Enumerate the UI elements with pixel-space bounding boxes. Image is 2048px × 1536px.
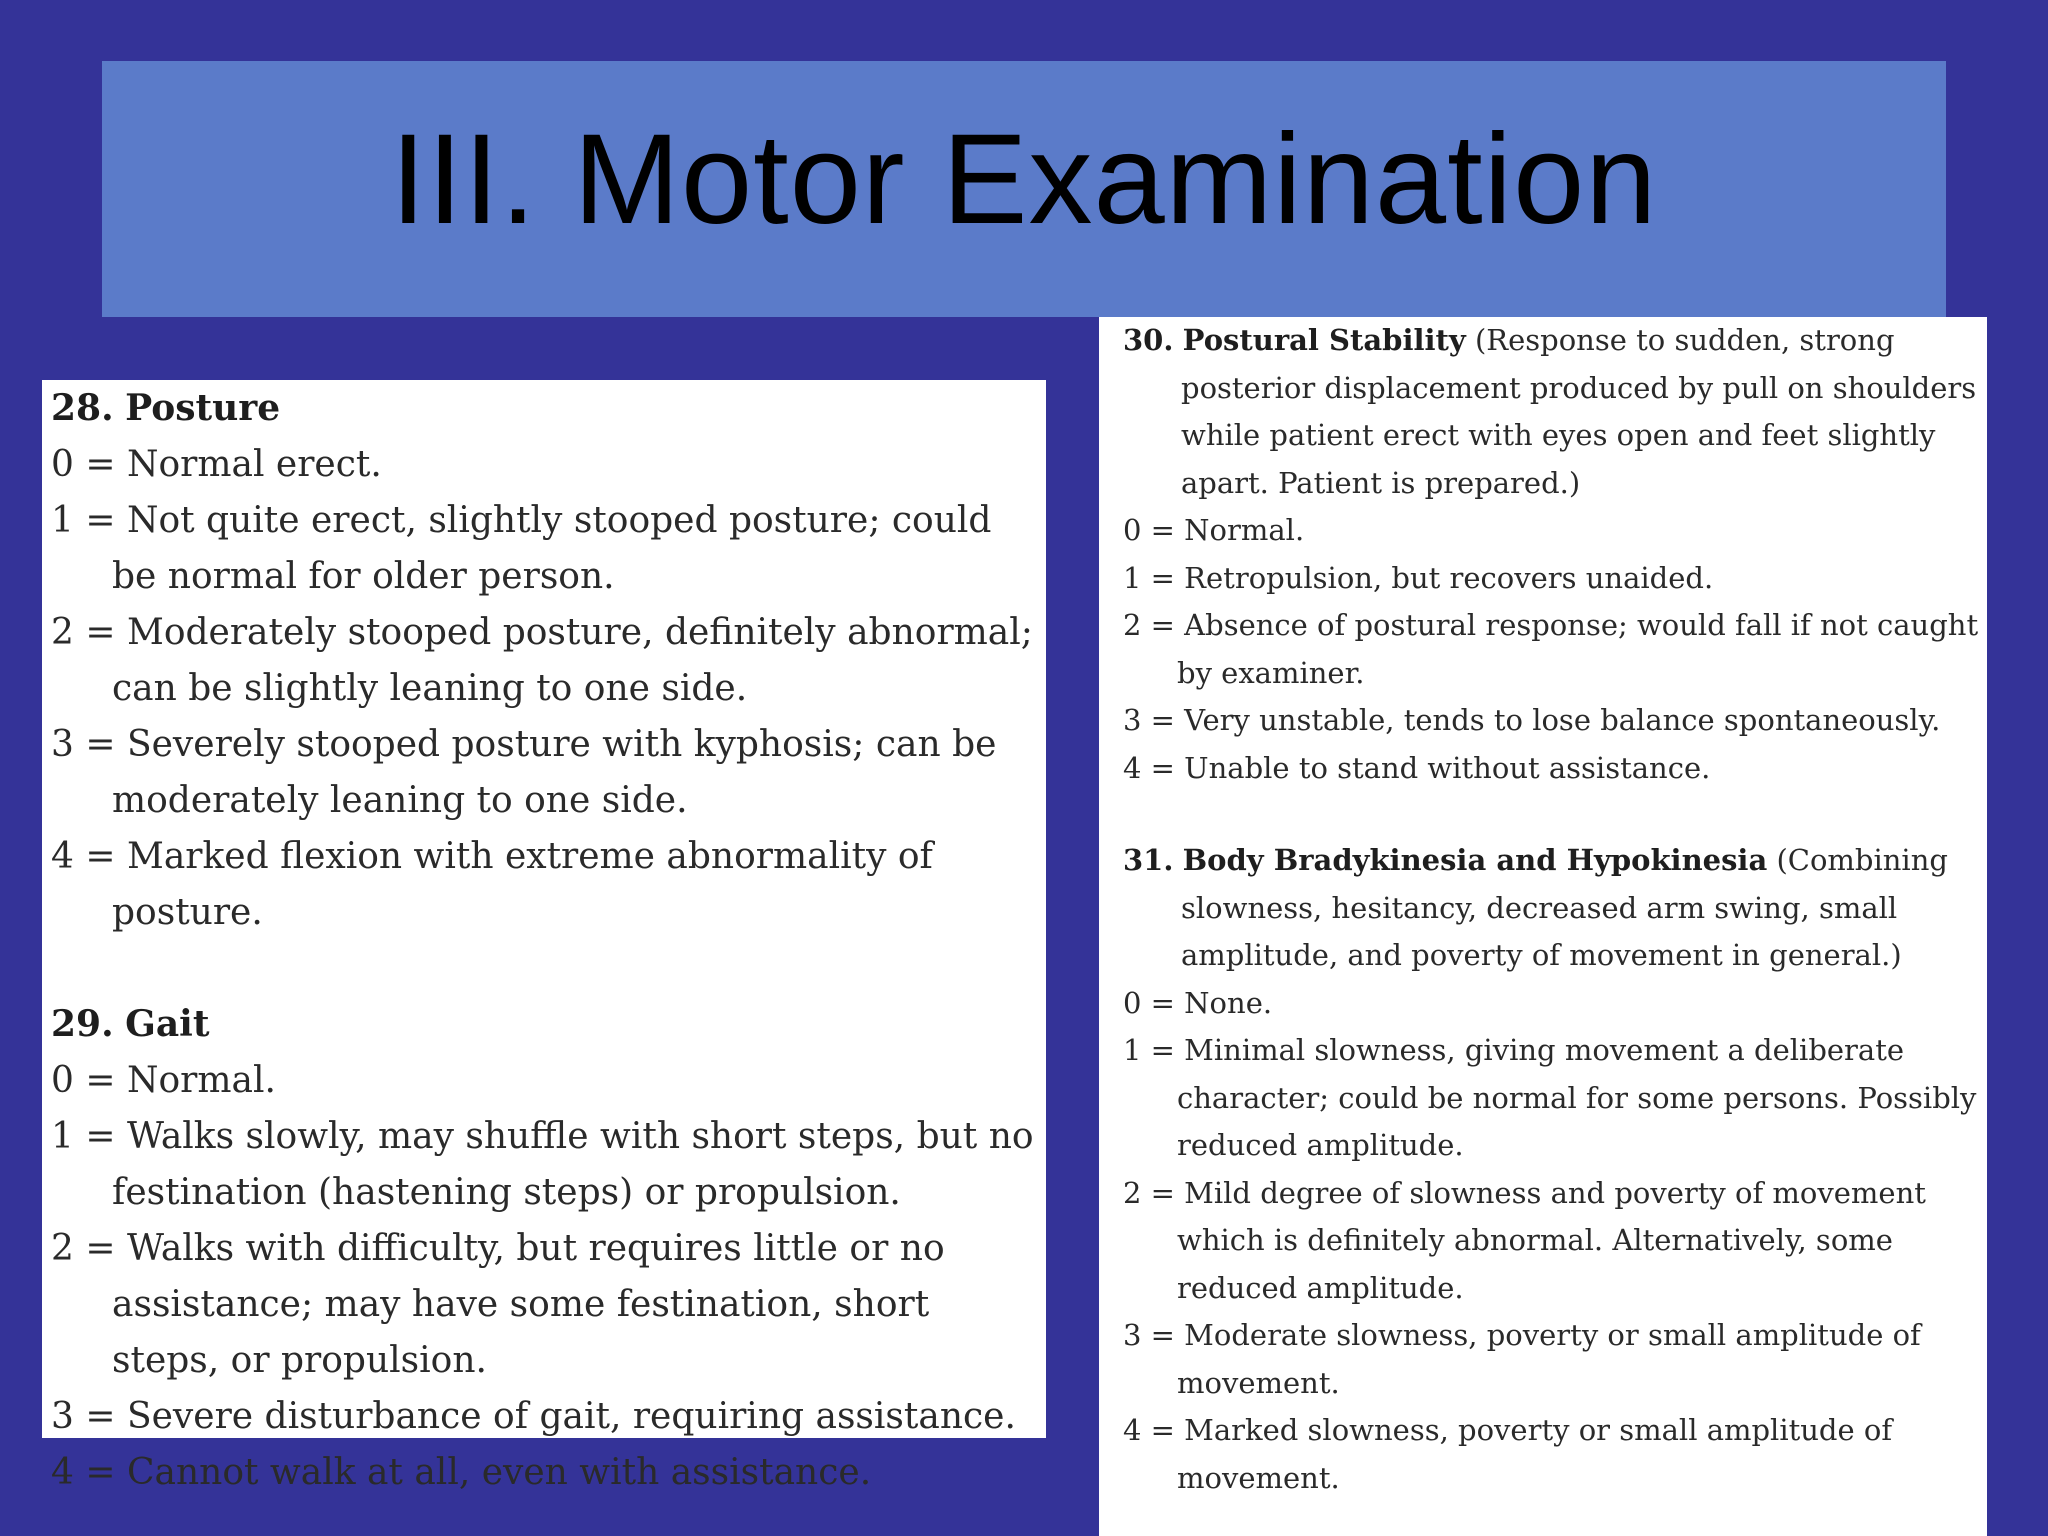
list-item: 1 = Retropulsion, but recovers unaided. — [1123, 560, 1714, 595]
list-item: 0 = Normal. — [1123, 513, 1305, 547]
list-item: 2 = Moderately stooped posture, definitely abnormal; can be slightly leaning to one side. — [51, 612, 1033, 709]
section-number: 31. — [1123, 843, 1174, 877]
list-item: 2 = Mild degree of slowness and poverty of movement which is definitely abnormal. Alternatively, some reduced amplitude. — [1123, 1175, 1926, 1305]
left-panel — [42, 380, 1046, 1493]
section-number: 28. — [51, 387, 114, 429]
list-item: 3 = Moderate slowness, poverty or small amplitude of movement. — [1123, 1318, 1921, 1400]
list-item: 1 = Walks slowly, may shuffle with short steps, but no festination (hastening steps) or propulsion. — [51, 1116, 1034, 1213]
section-number: 30. — [1123, 323, 1174, 357]
right-panel — [1099, 317, 1987, 1536]
section-body-bradykinesia — [1123, 837, 1981, 1502]
section-heading — [51, 996, 1036, 1053]
title-banner — [102, 61, 1946, 317]
list-item: 3 = Severe disturbance of gait, requiring assistance. — [51, 1396, 1016, 1437]
section-postural-stability — [1123, 317, 1981, 792]
list-item: 3 = Severely stooped posture with kyphosis; can be moderately leaning to one side. — [51, 724, 997, 821]
list-item: 2 = Absence of postural response; would fall if not caught by examiner. — [1123, 608, 1979, 690]
list-item: 0 = None. — [1123, 985, 1273, 1020]
list-item: 0 = Normal erect. — [51, 444, 382, 485]
list-item: 4 = Cannot walk at all, even with assistance. — [51, 1452, 872, 1493]
list-item: 4 = Marked flexion with extreme abnormality of posture. — [51, 836, 933, 933]
list-item: 1 = Not quite erect, slightly stooped posture; could be normal for older person. — [51, 500, 992, 597]
section-name: Postural Stability — [1182, 323, 1466, 357]
list-item: 1 = Minimal slowness, giving movement a deliberate character; could be normal for some persons. Possibly reduced amplitude. — [1123, 1033, 1977, 1162]
section-number: 29. — [51, 1003, 114, 1045]
section-heading — [1123, 317, 1981, 507]
section-heading — [51, 380, 1036, 437]
section-name: Gait — [125, 1003, 210, 1045]
list-item: 4 = Unable to stand without assistance. — [1123, 750, 1711, 785]
section-heading — [1123, 837, 1981, 980]
list-item: 4 = Marked slowness, poverty or small amplitude of movement. — [1123, 1413, 1893, 1495]
section-name: Body Bradykinesia and Hypokinesia — [1182, 843, 1768, 877]
list-item: 2 = Walks with difficulty, but requires little or no assistance; may have some festination, short steps, or propulsion. — [51, 1228, 945, 1381]
section-description: (Combining slowness, hesitancy, decreased arm swing, small amplitude, and poverty of movement in general.) — [1181, 843, 1948, 972]
section-gait — [51, 996, 1036, 1501]
section-description: (Response to sudden, strong posterior displacement produced by pull on shoulders while patient erect with eyes open and feet slightly apart. Patient is prepared.) — [1181, 323, 1977, 500]
section-posture — [51, 380, 1036, 941]
list-item: 3 = Very unstable, tends to lose balance spontaneously. — [1123, 703, 1941, 737]
list-item: 0 = Normal. — [51, 1060, 276, 1101]
section-name: Posture — [125, 387, 281, 429]
slide-title: III. Motor Examination — [390, 107, 1658, 251]
